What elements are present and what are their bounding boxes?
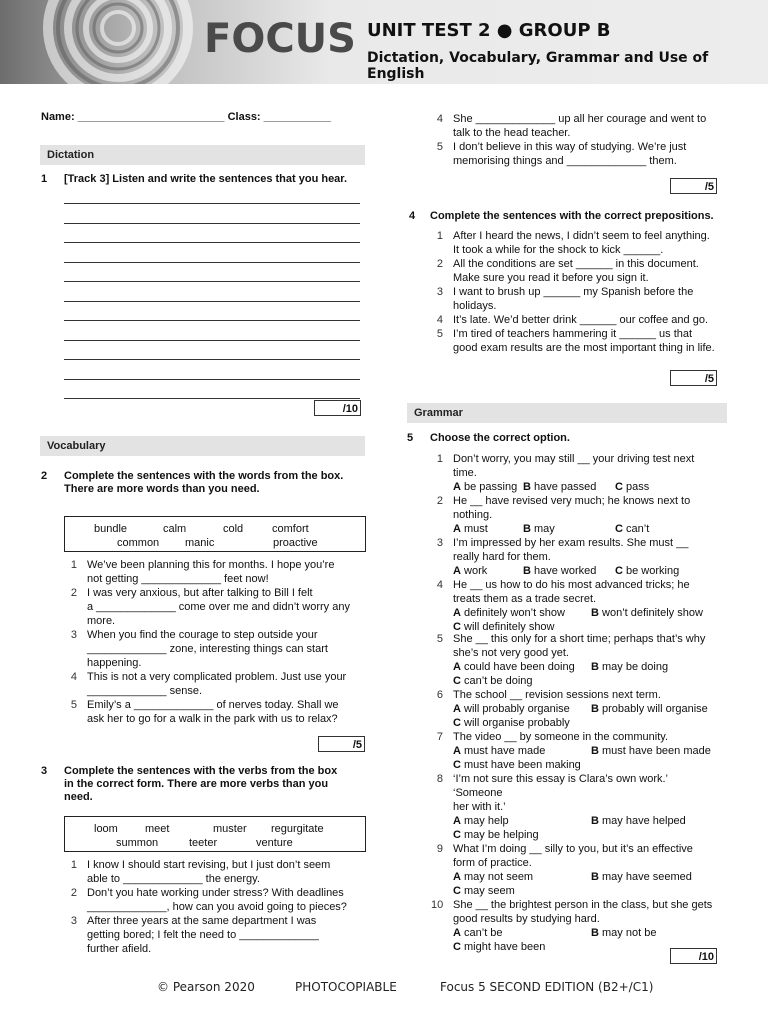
- box-word: bundle: [94, 523, 128, 535]
- score-box-grammar: /10: [670, 948, 717, 964]
- item-line: I’m impressed by her exam results. She must __: [453, 537, 689, 549]
- answer-line[interactable]: [64, 301, 360, 302]
- class-label: Class:: [227, 111, 261, 123]
- instruction-line: need.: [64, 791, 93, 803]
- item-text: [453, 688, 708, 729]
- question-number: 5: [407, 432, 414, 444]
- item-number: 5: [436, 633, 443, 645]
- option-text: may have seemed: [602, 871, 692, 883]
- item-number: 1: [436, 230, 443, 242]
- option-text: work: [464, 565, 488, 577]
- option-letter: A: [453, 565, 461, 577]
- answer-option[interactable]: [453, 522, 488, 536]
- answer-line[interactable]: [64, 398, 360, 399]
- answer-line[interactable]: [64, 340, 360, 341]
- item-line: happening.: [87, 657, 142, 669]
- item-number: 3: [436, 537, 443, 549]
- answer-line[interactable]: [64, 281, 360, 282]
- option-text: may help: [464, 815, 509, 827]
- option-text: be passing: [464, 481, 518, 493]
- option-letter: C: [453, 941, 461, 953]
- option-text: must have made: [464, 745, 546, 757]
- item-line: What I’m doing __ silly to you, but it’s an effective: [453, 843, 693, 855]
- item-text: [87, 670, 346, 698]
- answer-line[interactable]: [64, 320, 360, 321]
- item-number: 1: [436, 453, 443, 465]
- item-text: [453, 772, 686, 841]
- item-line: He __ us how to do his most advanced tricks; he: [453, 579, 690, 591]
- item-line: We’ve been planning this for months. I hope you’re: [87, 559, 335, 571]
- item-line: time.: [453, 467, 477, 479]
- item-line: It took a while for the shock to kick ______.: [453, 244, 664, 256]
- box-word: common: [117, 537, 160, 549]
- option-letter: C: [615, 481, 623, 493]
- item-text: [87, 586, 350, 628]
- box-word: manic: [185, 537, 215, 549]
- answer-option[interactable]: [591, 926, 656, 940]
- answer-option[interactable]: [453, 870, 533, 884]
- box-word: muster: [213, 823, 247, 835]
- item-line: memorising things and _____________ them.: [453, 155, 677, 167]
- item-text: [453, 898, 713, 953]
- item-line: She __ the brightest person in the class, but she gets: [453, 899, 713, 911]
- item-line: able to _____________ the energy.: [87, 873, 260, 885]
- question-instruction: Choose the correct option.: [430, 432, 570, 444]
- option-text: will probably organise: [464, 703, 570, 715]
- item-number: 3: [436, 286, 443, 298]
- item-number: 10: [431, 899, 444, 911]
- item-line: ‘Someone: [453, 787, 503, 799]
- question-instruction: Complete the sentences with the correct prepositions.: [430, 210, 714, 222]
- item-line: she’s not very good yet.: [453, 647, 569, 659]
- item-line: treats them as a trade secret.: [453, 593, 597, 605]
- option-text: can’t: [626, 523, 650, 535]
- answer-option[interactable]: [453, 940, 545, 954]
- item-line: not getting _____________ feet now!: [87, 573, 269, 585]
- box-word: venture: [256, 837, 293, 849]
- item-number: 5: [436, 141, 443, 153]
- item-line: getting bored; I felt the need to _____________: [87, 929, 319, 941]
- item-line: ‘I’m not sure this essay is Clara’s own work.’: [453, 773, 668, 785]
- answer-option[interactable]: [453, 884, 515, 898]
- answer-option[interactable]: [453, 744, 545, 758]
- item-text: [453, 112, 706, 140]
- item-number: 2: [436, 258, 443, 270]
- box-word: comfort: [272, 523, 309, 535]
- option-letter: B: [591, 661, 599, 673]
- item-line: Make sure you read it before you sign it.: [453, 272, 649, 284]
- test-subtitle: Dictation, Vocabulary, Grammar and Use of English: [367, 50, 709, 82]
- answer-option[interactable]: [591, 606, 703, 620]
- item-number: 5: [70, 699, 77, 711]
- item-line: After three years at the same department I was: [87, 915, 317, 927]
- question-instruction: [Track 3] Listen and write the sentences that you hear.: [64, 173, 348, 185]
- option-letter: B: [591, 745, 599, 757]
- item-number: 2: [436, 495, 443, 507]
- item-line: I know I should start revising, but I just don’t seem: [87, 859, 331, 871]
- option-letter: C: [453, 885, 461, 897]
- answer-option[interactable]: [591, 814, 686, 828]
- item-text: [453, 285, 693, 313]
- item-text: [453, 140, 686, 168]
- item-text: [453, 327, 715, 355]
- section-bar-dictation: Dictation: [40, 145, 365, 165]
- instruction-line: in the correct form. There are more verbs than you: [64, 778, 329, 790]
- answer-option[interactable]: [453, 926, 503, 940]
- answer-line[interactable]: [64, 203, 360, 204]
- option-text: have passed: [534, 481, 597, 493]
- answer-option[interactable]: [453, 480, 517, 494]
- item-text: [87, 914, 319, 956]
- item-number: 3: [70, 629, 77, 641]
- item-line: _____________ sense.: [87, 685, 202, 697]
- item-line: ask her to go for a walk in the park with us to relax?: [87, 713, 338, 725]
- page-header: [0, 0, 768, 84]
- option-letter: B: [523, 481, 531, 493]
- item-number: 1: [70, 559, 77, 571]
- option-letter: B: [591, 815, 599, 827]
- item-line: Don’t you hate working under stress? With deadlines: [87, 887, 344, 899]
- item-text: [453, 452, 695, 493]
- section-bar-grammar: Grammar: [407, 403, 727, 423]
- item-line: I’m tired of teachers hammering it ______ us that: [453, 328, 693, 340]
- answer-option[interactable]: [523, 522, 555, 536]
- item-line: nothing.: [453, 509, 493, 521]
- item-number: 3: [70, 915, 77, 927]
- item-line: good results by studying hard.: [453, 913, 600, 925]
- box-word: summon: [116, 837, 159, 849]
- option-letter: C: [453, 829, 461, 841]
- score-box-verbs: /5: [670, 178, 717, 194]
- item-number: 6: [436, 689, 443, 701]
- option-letter: B: [591, 607, 599, 619]
- item-number: 4: [70, 671, 77, 683]
- item-number: 4: [436, 579, 443, 591]
- focus-logo-text: FOCUS: [204, 16, 356, 62]
- item-number: 7: [436, 731, 443, 743]
- item-text: [453, 842, 693, 897]
- item-number: 1: [70, 859, 77, 871]
- option-text: can’t be: [464, 927, 503, 939]
- item-line: Emily’s a _____________ of nerves today. Shall we: [87, 699, 339, 711]
- option-text: may not be: [602, 927, 657, 939]
- item-line: a _____________ come over me and didn’t worry any: [87, 601, 350, 613]
- option-text: pass: [626, 481, 650, 493]
- answer-option[interactable]: [453, 660, 575, 674]
- answer-line[interactable]: [64, 242, 360, 243]
- answer-option[interactable]: [453, 828, 539, 842]
- score-box-dictation: /10: [314, 400, 361, 416]
- item-line: her with it.’: [453, 801, 506, 813]
- option-text: will organise probably: [464, 717, 570, 729]
- item-line: further afield.: [87, 943, 152, 955]
- option-letter: C: [453, 675, 461, 687]
- section-bar-vocabulary: Vocabulary: [40, 436, 365, 456]
- word-box-vocabulary: [64, 516, 366, 552]
- test-title: UNIT TEST 2 ● GROUP B: [367, 20, 611, 41]
- option-letter: A: [453, 745, 461, 757]
- question-instruction: [64, 765, 337, 804]
- item-text: [453, 536, 689, 577]
- item-text: [453, 257, 699, 285]
- question-number: 3: [41, 765, 48, 777]
- question-number: 4: [409, 210, 416, 222]
- option-letter: C: [453, 621, 461, 633]
- option-text: may seem: [464, 885, 515, 897]
- answer-option[interactable]: [615, 564, 679, 578]
- option-text: probably will organise: [602, 703, 708, 715]
- item-number: 9: [436, 843, 443, 855]
- name-field[interactable]: ________________________: [77, 111, 225, 123]
- item-text: [87, 698, 339, 726]
- item-number: 2: [70, 887, 77, 899]
- answer-option[interactable]: [591, 744, 711, 758]
- answer-option[interactable]: [453, 702, 570, 716]
- answer-line[interactable]: [64, 262, 360, 263]
- option-text: will definitely show: [464, 621, 555, 633]
- photocopiable-label: PHOTOCOPIABLE: [295, 980, 397, 994]
- item-line: This is not a very complicated problem. Just use your: [87, 671, 347, 683]
- item-line: The video __ by someone in the community.: [453, 731, 669, 743]
- item-line: _____________ zone, interesting things can start: [87, 643, 328, 655]
- answer-option[interactable]: [615, 480, 649, 494]
- item-line: _____________, how can you avoid going to pieces?: [87, 901, 347, 913]
- option-text: must have been made: [602, 745, 711, 757]
- option-letter: A: [453, 815, 461, 827]
- name-class-line: [41, 111, 331, 123]
- option-text: may: [534, 523, 555, 535]
- word-box-verbs: [64, 816, 366, 852]
- option-letter: A: [453, 607, 461, 619]
- option-text: be working: [626, 565, 680, 577]
- option-text: may have helped: [602, 815, 686, 827]
- score-box-prepositions: /5: [670, 370, 717, 386]
- box-word: loom: [94, 823, 118, 835]
- option-letter: B: [591, 871, 599, 883]
- item-text: [453, 632, 706, 687]
- item-text: [87, 858, 330, 886]
- answer-line[interactable]: [64, 379, 360, 380]
- item-text: [453, 730, 711, 771]
- item-line: After I heard the news, I didn’t seem to feel anything.: [453, 230, 710, 242]
- answer-option[interactable]: [591, 660, 668, 674]
- item-line: He __ have revised very much; he knows next to: [453, 495, 691, 507]
- item-line: holidays.: [453, 300, 497, 312]
- answer-option[interactable]: [523, 480, 596, 494]
- instruction-line: Complete the sentences with the verbs from the box: [64, 765, 338, 777]
- box-word: proactive: [273, 537, 318, 549]
- box-word: teeter: [189, 837, 218, 849]
- item-line: She _____________ up all her courage and went to: [453, 113, 707, 125]
- option-text: must have been making: [464, 759, 581, 771]
- box-word: meet: [145, 823, 170, 835]
- option-letter: C: [453, 717, 461, 729]
- answer-option[interactable]: [453, 606, 565, 620]
- item-line: form of practice.: [453, 857, 532, 869]
- item-text: [453, 229, 710, 257]
- box-word: calm: [163, 523, 187, 535]
- item-line: I don’t believe in this way of studying. We’re just: [453, 141, 687, 153]
- option-letter: A: [453, 703, 461, 715]
- item-line: I want to brush up ______ my Spanish before the: [453, 286, 694, 298]
- answer-option[interactable]: [615, 522, 649, 536]
- option-letter: B: [523, 565, 531, 577]
- option-letter: A: [453, 481, 461, 493]
- option-text: must: [464, 523, 488, 535]
- option-letter: C: [453, 759, 461, 771]
- answer-option[interactable]: [453, 674, 533, 688]
- answer-option[interactable]: [453, 758, 581, 772]
- question-number: 1: [41, 173, 48, 185]
- option-letter: A: [453, 523, 461, 535]
- answer-line[interactable]: [64, 223, 360, 224]
- option-letter: C: [615, 565, 623, 577]
- option-letter: B: [523, 523, 531, 535]
- instruction-line: Complete the sentences with the words from the box.: [64, 470, 344, 482]
- box-word: cold: [223, 523, 244, 535]
- item-number: 4: [436, 113, 443, 125]
- item-line: talk to the head teacher.: [453, 127, 571, 139]
- option-letter: A: [453, 871, 461, 883]
- option-letter: B: [591, 927, 599, 939]
- option-letter: C: [615, 523, 623, 535]
- instruction-line: There are more words than you need.: [64, 483, 260, 495]
- logo-graphic: [0, 0, 200, 84]
- option-letter: B: [591, 703, 599, 715]
- item-line: The school __ revision sessions next term.: [453, 689, 661, 701]
- item-number: 4: [436, 314, 443, 326]
- item-line: All the conditions are set ______ in this document.: [453, 258, 699, 270]
- item-text: [453, 494, 691, 535]
- answer-option[interactable]: [453, 716, 570, 730]
- item-line: good exam results are the most important thing in life.: [453, 342, 715, 354]
- question-instruction: [64, 470, 343, 496]
- item-line: more.: [87, 615, 116, 627]
- item-line: She __ this only for a short time; perhaps that’s why: [453, 633, 706, 645]
- name-label: Name:: [41, 111, 75, 123]
- item-line: It’s late. We’d better drink ______ our coffee and go.: [453, 314, 709, 326]
- class-field[interactable]: ___________: [263, 111, 331, 123]
- edition-label: Focus 5 SECOND EDITION (B2+/C1): [440, 980, 654, 994]
- option-text: definitely won’t show: [464, 607, 565, 619]
- option-text: may be helping: [464, 829, 539, 841]
- answer-line[interactable]: [64, 359, 360, 360]
- answer-option[interactable]: [591, 870, 692, 884]
- item-number: 2: [70, 587, 77, 599]
- option-text: may be doing: [602, 661, 669, 673]
- item-number: 5: [436, 328, 443, 340]
- option-text: won’t definitely show: [602, 607, 703, 619]
- item-number: 8: [436, 773, 443, 785]
- option-text: have worked: [534, 565, 597, 577]
- item-text: [87, 558, 334, 586]
- item-line: really hard for them.: [453, 551, 551, 563]
- item-line: Don’t worry, you may still __ your driving test next: [453, 453, 695, 465]
- option-text: can’t be doing: [464, 675, 533, 687]
- answer-option[interactable]: [453, 564, 487, 578]
- copyright: © Pearson 2020: [157, 980, 255, 994]
- item-line: I was very anxious, but after talking to Bill I felt: [87, 587, 313, 599]
- item-text: [87, 886, 347, 914]
- item-text: [453, 313, 708, 327]
- question-number: 2: [41, 470, 48, 482]
- item-line: When you find the courage to step outside your: [87, 629, 318, 641]
- score-box-vocabulary: /5: [318, 736, 365, 752]
- option-text: could have been doing: [464, 661, 575, 673]
- option-text: might have been: [464, 941, 546, 953]
- item-text: [453, 578, 703, 633]
- answer-option[interactable]: [523, 564, 596, 578]
- box-word: regurgitate: [271, 823, 324, 835]
- item-text: [87, 628, 328, 670]
- option-text: may not seem: [464, 871, 534, 883]
- option-letter: A: [453, 661, 461, 673]
- answer-option[interactable]: [591, 702, 708, 716]
- option-letter: A: [453, 927, 461, 939]
- answer-option[interactable]: [453, 814, 509, 828]
